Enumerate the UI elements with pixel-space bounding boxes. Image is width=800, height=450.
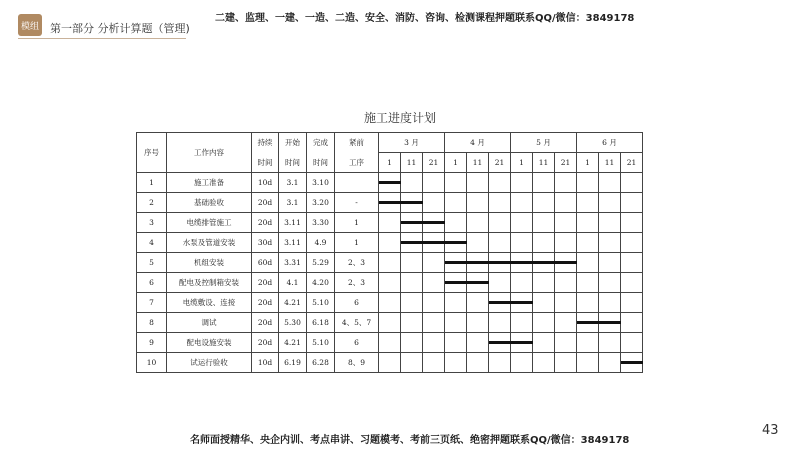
gantt-cell [577,273,599,293]
header-month: 6 月 [577,133,643,153]
gantt-cell [621,193,643,213]
gantt-cell [555,173,577,193]
task-finish: 6.18 [307,313,335,333]
gantt-cell [379,273,401,293]
task-name: 电缆排管施工 [167,213,252,233]
gantt-cell [577,233,599,253]
task-seq: 8 [137,313,167,333]
task-finish: 5.10 [307,293,335,313]
task-duration: 30d [252,233,279,253]
header-day: 11 [599,153,621,173]
gantt-cell [467,173,489,193]
gantt-cell [511,273,533,293]
section-title-divider [18,38,186,39]
gantt-cell [577,173,599,193]
task-start: 3.1 [279,193,307,213]
brand-logo-text: 模组 [20,21,39,32]
gantt-cell [401,313,423,333]
gantt-cell [379,173,401,193]
task-start: 3.1 [279,173,307,193]
schedule-row [137,333,643,353]
gantt-cell [599,193,621,213]
gantt-cell [445,253,467,273]
header-day: 1 [445,153,467,173]
gantt-cell [489,313,511,333]
gantt-cell [577,313,599,333]
task-start: 3.11 [279,213,307,233]
gantt-cell [467,293,489,313]
gantt-cell [621,333,643,353]
task-finish: 4.9 [307,233,335,253]
gantt-cell [577,253,599,273]
table-title: 施工进度计划 [363,111,436,125]
task-predecessor [335,173,379,193]
task-name: 配电设施安装 [167,333,252,353]
task-duration: 20d [252,213,279,233]
gantt-cell [511,173,533,193]
gantt-cell [621,293,643,313]
header-month: 3 月 [379,133,445,153]
gantt-cell [379,193,401,213]
task-seq: 6 [137,273,167,293]
task-finish: 3.10 [307,173,335,193]
gantt-cell [423,293,445,313]
gantt-cell [511,233,533,253]
gantt-cell [555,233,577,253]
gantt-cell [445,233,467,253]
task-finish: 3.20 [307,193,335,213]
gantt-cell [533,333,555,353]
schedule-row [137,293,643,313]
gantt-cell [555,353,577,373]
gantt-cell [599,353,621,373]
task-predecessor: 8、9 [335,353,379,373]
header-day: 11 [533,153,555,173]
gantt-cell [401,193,423,213]
task-duration: 20d [252,333,279,353]
gantt-cell [621,253,643,273]
gantt-cell [599,273,621,293]
gantt-cell [599,253,621,273]
gantt-cell [599,173,621,193]
task-seq: 5 [137,253,167,273]
gantt-cell [511,193,533,213]
header-day: 21 [489,153,511,173]
gantt-cell [423,173,445,193]
gantt-cell [555,193,577,213]
schedule-body [137,173,643,373]
header-day: 11 [401,153,423,173]
header-day: 1 [511,153,533,173]
gantt-cell [511,353,533,373]
header-day: 1 [379,153,401,173]
gantt-cell [445,353,467,373]
task-name: 调试 [167,313,252,333]
gantt-cell [555,293,577,313]
gantt-cell [467,253,489,273]
gantt-cell [401,273,423,293]
schedule-row [137,173,643,193]
gantt-cell [577,353,599,373]
schedule-row [137,253,643,273]
gantt-cell [599,313,621,333]
gantt-cell [577,293,599,313]
task-predecessor: 6 [335,293,379,313]
task-name: 水泵及管道安装 [167,233,252,253]
task-start: 6.19 [279,353,307,373]
gantt-cell [489,333,511,353]
gantt-cell [555,273,577,293]
gantt-cell [489,213,511,233]
schedule-row [137,193,643,213]
gantt-cell [401,213,423,233]
gantt-cell [599,333,621,353]
gantt-cell [577,193,599,213]
task-duration: 20d [252,293,279,313]
task-predecessor: 1 [335,233,379,253]
gantt-cell [621,173,643,193]
gantt-cell [423,333,445,353]
task-duration: 10d [252,353,279,373]
task-start: 4.1 [279,273,307,293]
task-seq: 7 [137,293,167,313]
gantt-cell [621,353,643,373]
gantt-cell [621,213,643,233]
gantt-cell [401,293,423,313]
gantt-cell [401,253,423,273]
gantt-cell [379,353,401,373]
gantt-cell [533,313,555,333]
task-duration: 20d [252,313,279,333]
gantt-cell [445,173,467,193]
gantt-cell [577,213,599,233]
gantt-cell [401,353,423,373]
gantt-cell [599,213,621,233]
page-number: 43 [762,423,779,438]
schedule-row [137,213,643,233]
task-seq: 9 [137,333,167,353]
gantt-cell [533,233,555,253]
task-name: 试运行验收 [167,353,252,373]
gantt-cell [401,333,423,353]
gantt-cell [467,233,489,253]
schedule-row [137,233,643,253]
gantt-cell [533,253,555,273]
gantt-cell [577,333,599,353]
header-day: 11 [467,153,489,173]
task-start: 4.21 [279,293,307,313]
gantt-cell [489,293,511,313]
task-start: 5.30 [279,313,307,333]
task-name: 电缆敷设、连接 [167,293,252,313]
task-finish: 6.28 [307,353,335,373]
header-day: 21 [423,153,445,173]
gantt-cell [555,253,577,273]
gantt-cell [445,273,467,293]
task-predecessor: 6 [335,333,379,353]
task-finish: 5.29 [307,253,335,273]
task-finish: 5.10 [307,333,335,353]
header-task: 工作内容 [167,133,252,173]
task-start: 4.21 [279,333,307,353]
gantt-cell [621,313,643,333]
task-seq: 10 [137,353,167,373]
header-row-months [137,133,643,153]
gantt-cell [423,353,445,373]
gantt-cell [533,193,555,213]
gantt-cell [489,173,511,193]
task-predecessor: - [335,193,379,213]
gantt-cell [423,233,445,253]
task-duration: 20d [252,273,279,293]
header-finish: 完成 时间 [307,133,335,173]
header-seq: 序号 [137,133,167,173]
gantt-cell [467,273,489,293]
header-month: 5 月 [511,133,577,153]
schedule-row [137,353,643,373]
gantt-cell [555,313,577,333]
gantt-cell [423,273,445,293]
gantt-cell [511,213,533,233]
gantt-cell [621,233,643,253]
gantt-cell [445,333,467,353]
gantt-cell [489,193,511,213]
gantt-cell [445,193,467,213]
gantt-cell [599,293,621,313]
header-duration: 持续 时间 [252,133,279,173]
gantt-cell [445,293,467,313]
task-predecessor: 2、3 [335,273,379,293]
gantt-cell [489,233,511,253]
gantt-cell [379,233,401,253]
gantt-cell [401,173,423,193]
task-predecessor: 1 [335,213,379,233]
gantt-cell [423,213,445,233]
header-day: 21 [555,153,577,173]
task-start: 3.11 [279,233,307,253]
gantt-cell [423,313,445,333]
gantt-bar [379,181,401,184]
gantt-cell [401,233,423,253]
gantt-cell [533,173,555,193]
gantt-cell [621,273,643,293]
gantt-cell [511,313,533,333]
gantt-cell [533,293,555,313]
gantt-cell [423,253,445,273]
gantt-cell [445,313,467,333]
gantt-cell [511,293,533,313]
task-seq: 1 [137,173,167,193]
gantt-cell [423,193,445,213]
construction-schedule-table [136,132,643,373]
schedule-row [137,313,643,333]
gantt-cell [379,333,401,353]
header-day: 1 [577,153,599,173]
gantt-cell [467,193,489,213]
gantt-cell [379,293,401,313]
task-predecessor: 4、5、7 [335,313,379,333]
header-month: 4 月 [445,133,511,153]
gantt-cell [511,333,533,353]
gantt-cell [379,313,401,333]
task-duration: 10d [252,173,279,193]
header-predecessor: 紧前 工序 [335,133,379,173]
gantt-cell [489,273,511,293]
task-name: 施工准备 [167,173,252,193]
gantt-cell [445,213,467,233]
header-start: 开始 时间 [279,133,307,173]
task-start: 3.31 [279,253,307,273]
task-name: 基础验收 [167,193,252,213]
section-title: 第一部分 分析计算题（管理) [50,22,190,35]
header-ad-text: 二建、监理、一建、一造、二造、安全、消防、咨询、检测课程押题联系QQ/微信：3849178 [215,13,635,24]
gantt-cell [467,313,489,333]
task-seq: 4 [137,233,167,253]
task-finish: 4.20 [307,273,335,293]
gantt-cell [467,213,489,233]
task-duration: 20d [252,193,279,213]
gantt-cell [533,213,555,233]
gantt-cell [467,333,489,353]
gantt-cell [489,253,511,273]
schedule-row [137,273,643,293]
gantt-cell [599,233,621,253]
gantt-cell [379,213,401,233]
gantt-cell [489,353,511,373]
task-seq: 3 [137,213,167,233]
task-finish: 3.30 [307,213,335,233]
gantt-cell [467,353,489,373]
gantt-bar [621,361,643,364]
gantt-cell [533,273,555,293]
task-name: 机组安装 [167,253,252,273]
brand-logo [18,14,42,36]
task-duration: 60d [252,253,279,273]
gantt-cell [511,253,533,273]
gantt-cell [555,333,577,353]
gantt-cell [379,253,401,273]
footer-ad-text: 名师面授精华、央企内训、考点串讲、习题模考、考前三页纸、绝密押题联系QQ/微信：3849178 [190,435,630,446]
task-name: 配电及控制箱安装 [167,273,252,293]
task-predecessor: 2、3 [335,253,379,273]
gantt-cell [533,353,555,373]
header-day: 21 [621,153,643,173]
gantt-cell [555,213,577,233]
task-seq: 2 [137,193,167,213]
